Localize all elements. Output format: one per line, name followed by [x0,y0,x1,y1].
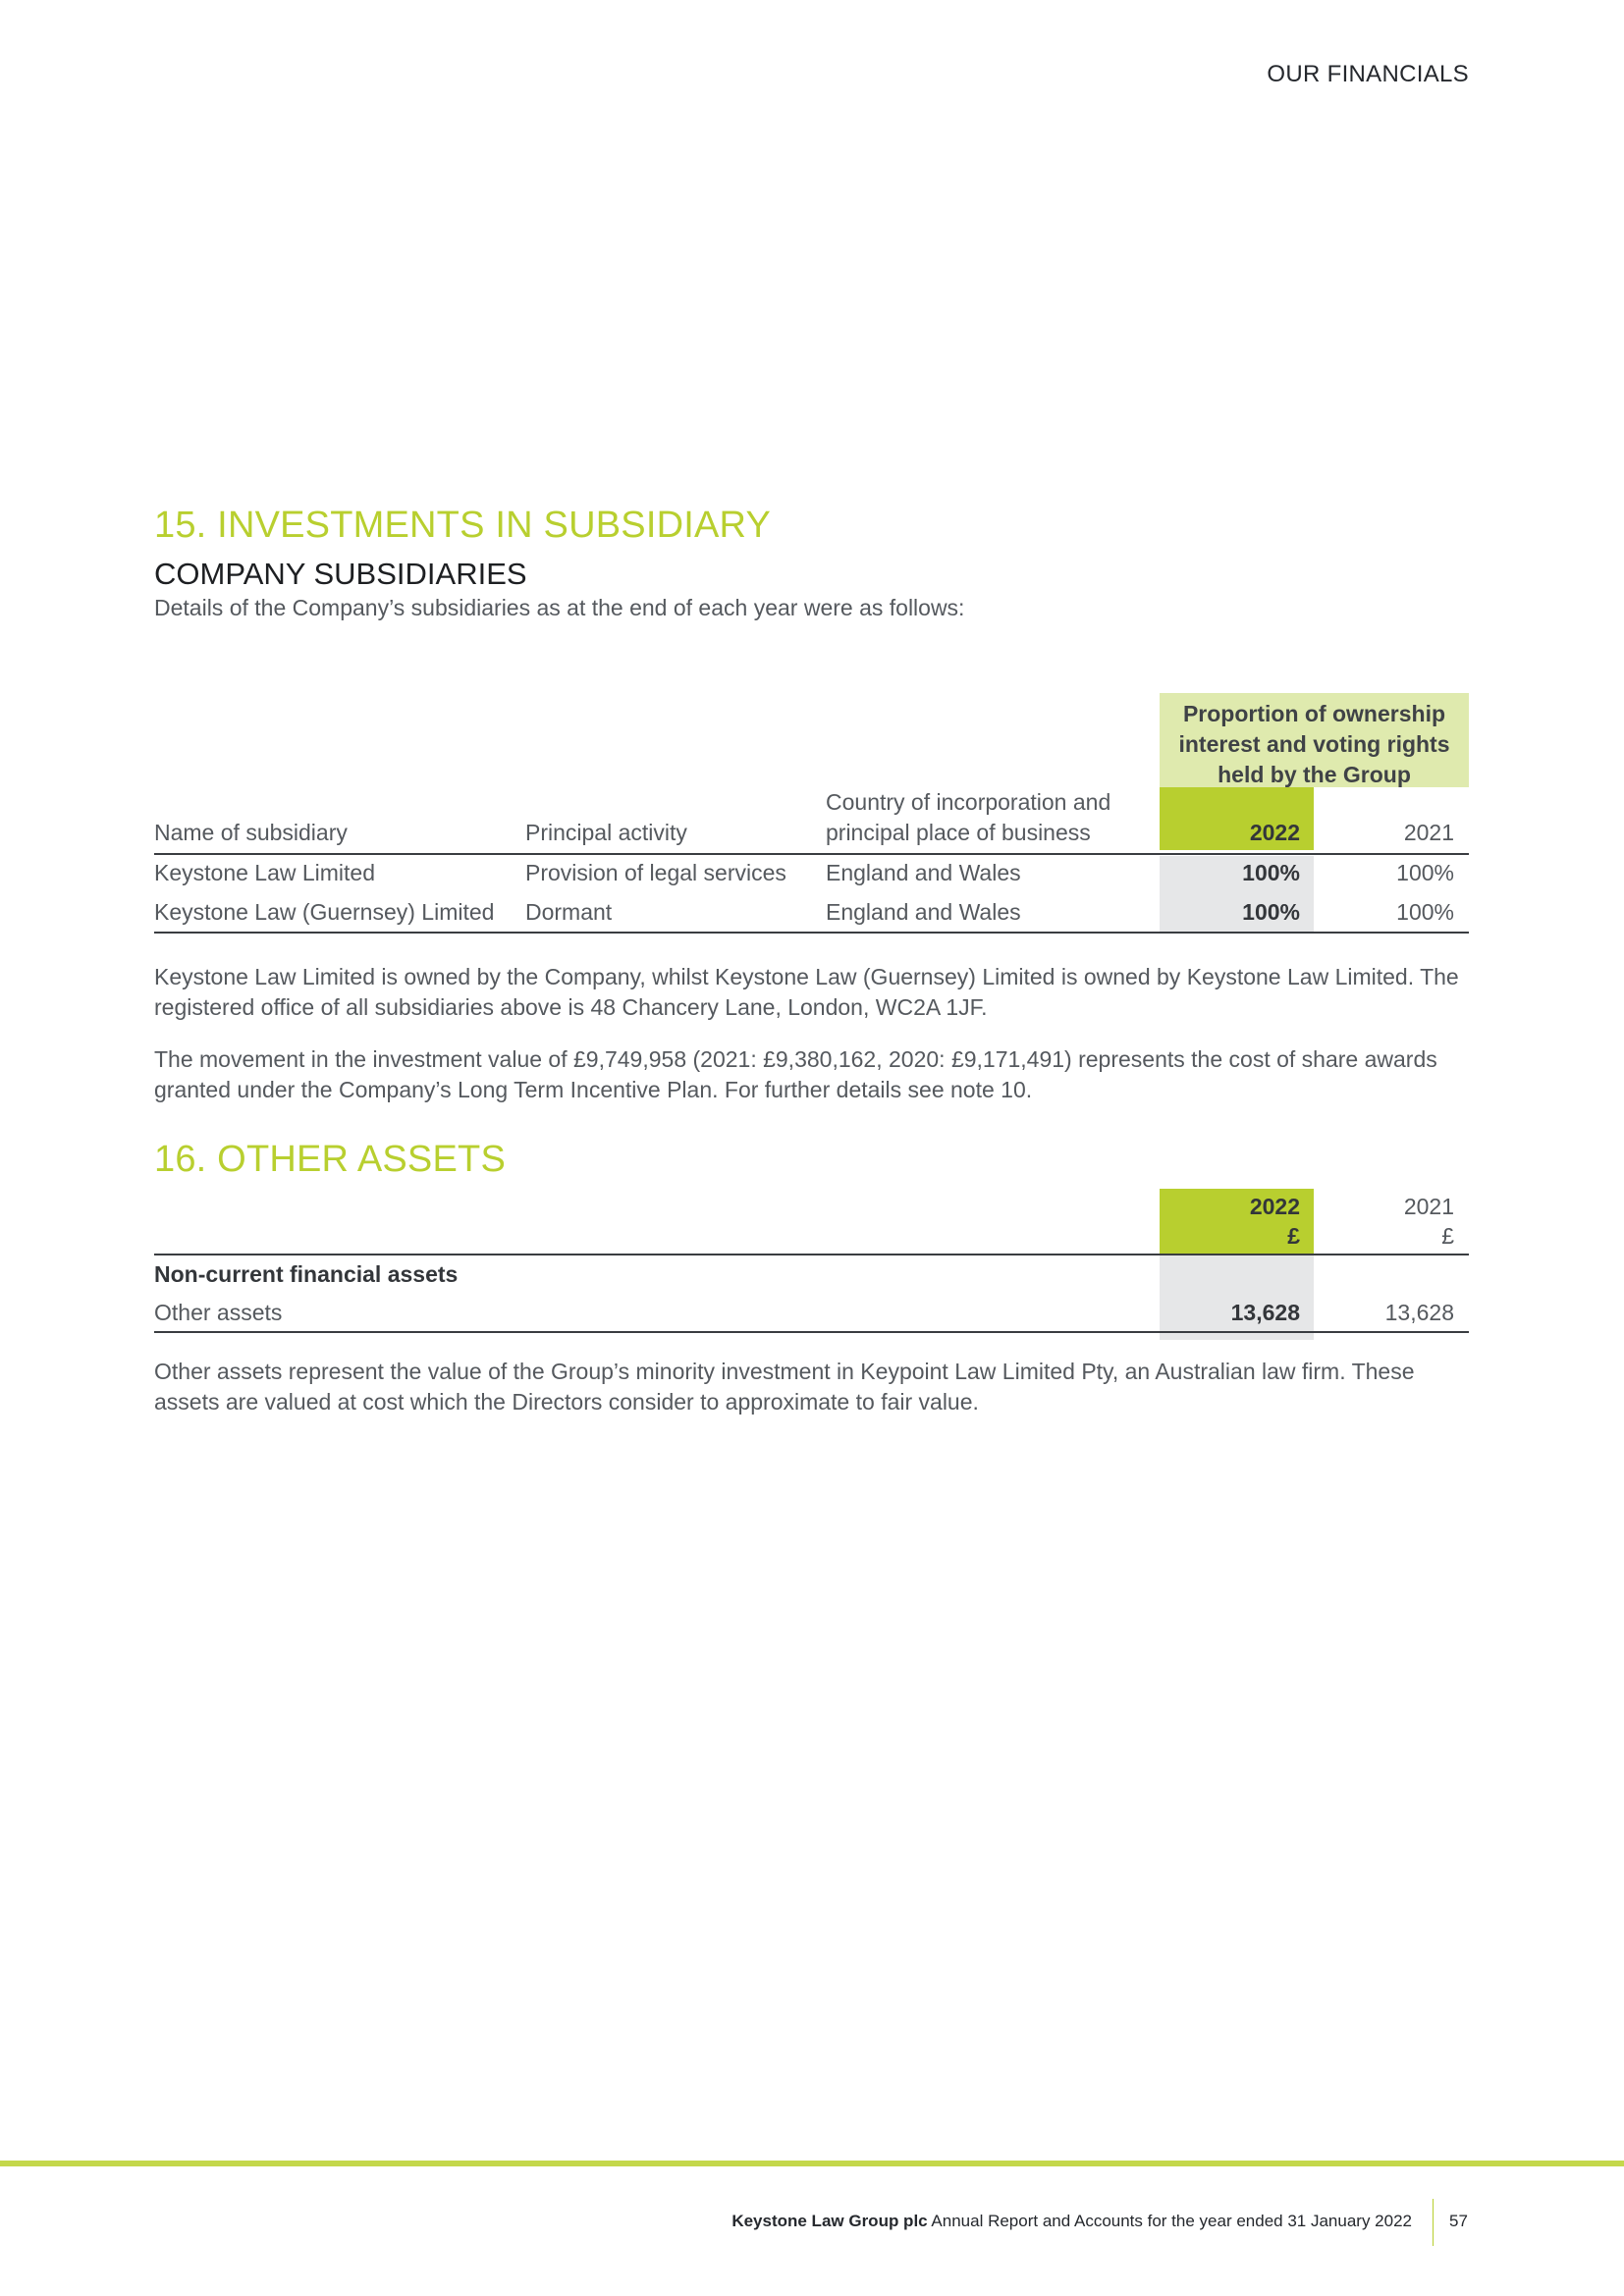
row-2-2022: 100% [1242,899,1300,925]
investment-movement-paragraph: The movement in the investment value of £9,749,958 (2021: £9,380,162, 2020: £9,171,491) represents the cost of share awards granted under the Company’s Long Term Incentive Plan. For further details see note 10. [154,1046,1437,1102]
assets-unit-2022: £ [1287,1223,1300,1249]
footer-report-description: Annual Report and Accounts for the year ended 31 January 2022 [931,2212,1412,2230]
row-1-activity: Provision of legal services [525,860,786,885]
other-assets-2021-value: 13,628 [1384,1300,1454,1325]
row-1-2022: 100% [1242,860,1300,885]
other-assets-paragraph: Other assets represent the value of the Group’s minority investment in Keypoint Law Limited Pty, an Australian law firm. These assets are valued at cost which the Directors consider to approximate to fair value. [154,1359,1415,1415]
row-2-name: Keystone Law (Guernsey) Limited [154,899,495,925]
assets-header-2022: 2022 [1249,1194,1300,1219]
section-label: OUR FINANCIALS [1267,61,1469,87]
other-assets-row-label: Other assets [154,1300,283,1325]
column-header-name: Name of subsidiary [154,820,348,845]
other-assets-2022-value: 13,628 [1230,1300,1300,1325]
assets-header-2021: 2021 [1403,1194,1454,1219]
note-16-heading: 16. OTHER ASSETS [154,1139,506,1180]
non-current-financial-assets-label: Non-current financial assets [154,1261,459,1287]
row-1-2021: 100% [1396,860,1454,885]
company-subsidiaries-subheading: COMPANY SUBSIDIARIES [154,557,527,591]
column-header-country-line2: principal place of business [826,820,1091,845]
footer-company-name: Keystone Law Group plc [731,2212,928,2230]
row-2-2021: 100% [1396,899,1454,925]
footer-divider [1433,2199,1434,2246]
row-1-name: Keystone Law Limited [154,860,376,885]
subsidiaries-ownership-paragraph: Keystone Law Limited is owned by the Company, whilst Keystone Law (Guernsey) Limited is owned by Keystone Law Limited. The registered office of all subsidiaries above is 48 Chancery Lane, London, WC2A 1JF. [154,964,1459,1020]
column-header-2021: 2021 [1403,820,1454,845]
subsidiaries-table [154,693,1469,933]
column-header-country-line1: Country of incorporation and [826,789,1111,815]
footer-accent-rule [0,2161,1624,2166]
header-rule [154,853,1469,855]
table-bottom-rule [154,932,1469,934]
page-number: 57 [1449,2212,1468,2230]
column-header-activity: Principal activity [525,820,687,845]
subsidiaries-intro: Details of the Company’s subsidiaries as at the end of each year were as follows: [154,595,965,620]
row-2-country: England and Wales [826,899,1021,925]
assets-header-rule [154,1254,1469,1255]
other-assets-table [154,1189,1469,1336]
footer-report-title [731,2212,1412,2231]
assets-bottom-rule [154,1331,1469,1333]
ownership-group-header: Proportion of ownership interest and voting rights held by the Group [1178,701,1450,787]
column-header-2022: 2022 [1249,820,1300,845]
row-2-activity: Dormant [525,899,613,925]
note-15-heading: 15. INVESTMENTS IN SUBSIDIARY [154,505,772,546]
assets-unit-2021: £ [1441,1223,1454,1249]
row-1-country: England and Wales [826,860,1021,885]
